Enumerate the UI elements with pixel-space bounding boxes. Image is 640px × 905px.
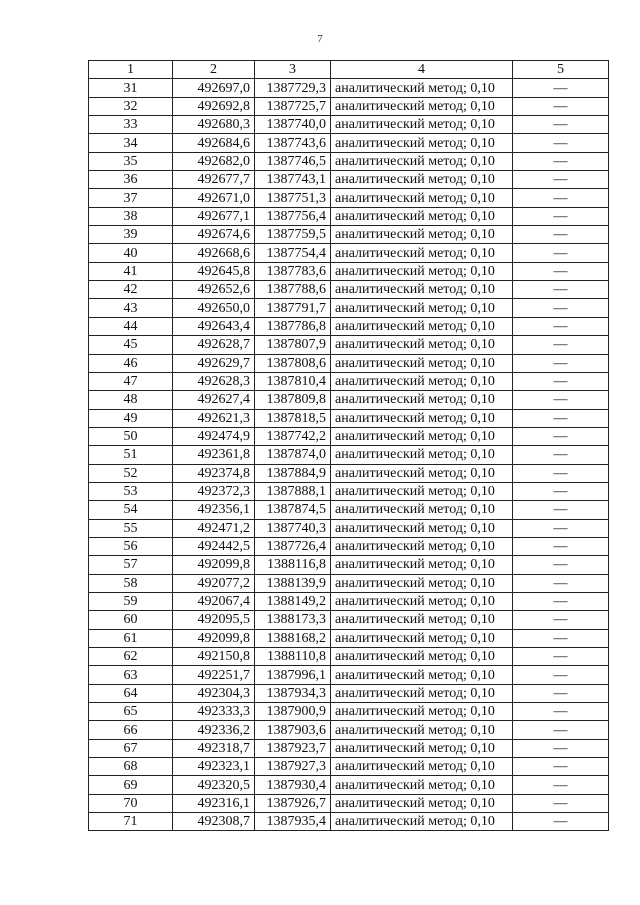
x-coordinate-cell: 492442,5 [173, 537, 255, 555]
remark-cell: — [513, 519, 609, 537]
point-number-cell: 64 [89, 684, 173, 702]
point-number-cell: 68 [89, 758, 173, 776]
y-coordinate-cell: 1387743,1 [255, 171, 331, 189]
table-row [89, 482, 609, 500]
remark-cell: — [513, 336, 609, 354]
x-coordinate-cell: 492099,8 [173, 556, 255, 574]
x-coordinate-cell: 492251,7 [173, 666, 255, 684]
method-accuracy-cell: аналитический метод; 0,10 [331, 537, 513, 555]
point-number-cell: 36 [89, 171, 173, 189]
x-coordinate-cell: 492077,2 [173, 574, 255, 592]
table-row [89, 171, 609, 189]
table-row [89, 501, 609, 519]
point-number-cell: 51 [89, 446, 173, 464]
method-accuracy-cell: аналитический метод; 0,10 [331, 666, 513, 684]
y-coordinate-cell: 1387923,7 [255, 739, 331, 757]
method-accuracy-cell: аналитический метод; 0,10 [331, 152, 513, 170]
table-row [89, 207, 609, 225]
y-coordinate-cell: 1387808,6 [255, 354, 331, 372]
remark-cell: — [513, 427, 609, 445]
x-coordinate-cell: 492308,7 [173, 813, 255, 831]
y-coordinate-cell: 1387751,3 [255, 189, 331, 207]
table-row [89, 758, 609, 776]
y-coordinate-cell: 1387743,6 [255, 134, 331, 152]
y-coordinate-cell: 1388168,2 [255, 629, 331, 647]
remark-cell: — [513, 207, 609, 225]
y-coordinate-cell: 1387926,7 [255, 794, 331, 812]
point-number-cell: 32 [89, 97, 173, 115]
point-number-cell: 48 [89, 391, 173, 409]
y-coordinate-cell: 1387759,5 [255, 226, 331, 244]
remark-cell: — [513, 317, 609, 335]
table-row [89, 409, 609, 427]
method-accuracy-cell: аналитический метод; 0,10 [331, 629, 513, 647]
x-coordinate-cell: 492336,2 [173, 721, 255, 739]
y-coordinate-cell: 1387900,9 [255, 703, 331, 721]
point-number-cell: 65 [89, 703, 173, 721]
method-accuracy-cell: аналитический метод; 0,10 [331, 372, 513, 390]
table-row [89, 134, 609, 152]
coordinates-table [88, 60, 609, 831]
method-accuracy-cell: аналитический метод; 0,10 [331, 79, 513, 97]
remark-cell: — [513, 537, 609, 555]
table-row [89, 794, 609, 812]
remark-cell: — [513, 372, 609, 390]
table-row [89, 537, 609, 555]
y-coordinate-cell: 1387809,8 [255, 391, 331, 409]
point-number-cell: 69 [89, 776, 173, 794]
remark-cell: — [513, 611, 609, 629]
column-header-1: 1 [89, 61, 173, 79]
point-number-cell: 47 [89, 372, 173, 390]
table-row [89, 519, 609, 537]
table-row [89, 629, 609, 647]
table-row [89, 703, 609, 721]
method-accuracy-cell: аналитический метод; 0,10 [331, 684, 513, 702]
remark-cell: — [513, 592, 609, 610]
point-number-cell: 52 [89, 464, 173, 482]
x-coordinate-cell: 492677,7 [173, 171, 255, 189]
x-coordinate-cell: 492374,8 [173, 464, 255, 482]
table-row [89, 152, 609, 170]
remark-cell: — [513, 721, 609, 739]
method-accuracy-cell: аналитический метод; 0,10 [331, 794, 513, 812]
y-coordinate-cell: 1387740,0 [255, 116, 331, 134]
table-row [89, 244, 609, 262]
remark-cell: — [513, 116, 609, 134]
y-coordinate-cell: 1387756,4 [255, 207, 331, 225]
point-number-cell: 39 [89, 226, 173, 244]
x-coordinate-cell: 492643,4 [173, 317, 255, 335]
point-number-cell: 35 [89, 152, 173, 170]
method-accuracy-cell: аналитический метод; 0,10 [331, 574, 513, 592]
remark-cell: — [513, 813, 609, 831]
method-accuracy-cell: аналитический метод; 0,10 [331, 354, 513, 372]
y-coordinate-cell: 1387874,5 [255, 501, 331, 519]
method-accuracy-cell: аналитический метод; 0,10 [331, 501, 513, 519]
y-coordinate-cell: 1387818,5 [255, 409, 331, 427]
remark-cell: — [513, 152, 609, 170]
method-accuracy-cell: аналитический метод; 0,10 [331, 391, 513, 409]
x-coordinate-cell: 492323,1 [173, 758, 255, 776]
remark-cell: — [513, 666, 609, 684]
point-number-cell: 50 [89, 427, 173, 445]
y-coordinate-cell: 1388110,8 [255, 648, 331, 666]
point-number-cell: 57 [89, 556, 173, 574]
y-coordinate-cell: 1387726,4 [255, 537, 331, 555]
point-number-cell: 38 [89, 207, 173, 225]
x-coordinate-cell: 492677,1 [173, 207, 255, 225]
method-accuracy-cell: аналитический метод; 0,10 [331, 703, 513, 721]
point-number-cell: 54 [89, 501, 173, 519]
remark-cell: — [513, 244, 609, 262]
y-coordinate-cell: 1387934,3 [255, 684, 331, 702]
method-accuracy-cell: аналитический метод; 0,10 [331, 171, 513, 189]
method-accuracy-cell: аналитический метод; 0,10 [331, 134, 513, 152]
method-accuracy-cell: аналитический метод; 0,10 [331, 776, 513, 794]
table-row [89, 299, 609, 317]
y-coordinate-cell: 1387807,9 [255, 336, 331, 354]
x-coordinate-cell: 492684,6 [173, 134, 255, 152]
x-coordinate-cell: 492095,5 [173, 611, 255, 629]
x-coordinate-cell: 492099,8 [173, 629, 255, 647]
point-number-cell: 42 [89, 281, 173, 299]
remark-cell: — [513, 574, 609, 592]
remark-cell: — [513, 134, 609, 152]
x-coordinate-cell: 492361,8 [173, 446, 255, 464]
remark-cell: — [513, 299, 609, 317]
x-coordinate-cell: 492697,0 [173, 79, 255, 97]
method-accuracy-cell: аналитический метод; 0,10 [331, 611, 513, 629]
y-coordinate-cell: 1387935,4 [255, 813, 331, 831]
y-coordinate-cell: 1388149,2 [255, 592, 331, 610]
remark-cell: — [513, 281, 609, 299]
y-coordinate-cell: 1387729,3 [255, 79, 331, 97]
remark-cell: — [513, 794, 609, 812]
point-number-cell: 43 [89, 299, 173, 317]
point-number-cell: 66 [89, 721, 173, 739]
y-coordinate-cell: 1387884,9 [255, 464, 331, 482]
table-row [89, 813, 609, 831]
x-coordinate-cell: 492692,8 [173, 97, 255, 115]
x-coordinate-cell: 492333,3 [173, 703, 255, 721]
table-row [89, 684, 609, 702]
method-accuracy-cell: аналитический метод; 0,10 [331, 244, 513, 262]
y-coordinate-cell: 1387927,3 [255, 758, 331, 776]
table-header-row [89, 61, 609, 79]
point-number-cell: 58 [89, 574, 173, 592]
method-accuracy-cell: аналитический метод; 0,10 [331, 189, 513, 207]
point-number-cell: 59 [89, 592, 173, 610]
table-body [89, 79, 609, 831]
table-row [89, 336, 609, 354]
point-number-cell: 41 [89, 262, 173, 280]
table-row [89, 721, 609, 739]
table-row [89, 574, 609, 592]
remark-cell: — [513, 409, 609, 427]
y-coordinate-cell: 1387903,6 [255, 721, 331, 739]
x-coordinate-cell: 492668,6 [173, 244, 255, 262]
y-coordinate-cell: 1388173,3 [255, 611, 331, 629]
point-number-cell: 63 [89, 666, 173, 684]
table-row [89, 262, 609, 280]
point-number-cell: 61 [89, 629, 173, 647]
point-number-cell: 53 [89, 482, 173, 500]
column-header-5: 5 [513, 61, 609, 79]
table-row [89, 79, 609, 97]
remark-cell: — [513, 629, 609, 647]
y-coordinate-cell: 1387788,6 [255, 281, 331, 299]
x-coordinate-cell: 492627,4 [173, 391, 255, 409]
table-row [89, 776, 609, 794]
table-row [89, 592, 609, 610]
method-accuracy-cell: аналитический метод; 0,10 [331, 116, 513, 134]
x-coordinate-cell: 492372,3 [173, 482, 255, 500]
x-coordinate-cell: 492471,2 [173, 519, 255, 537]
method-accuracy-cell: аналитический метод; 0,10 [331, 592, 513, 610]
table-row [89, 317, 609, 335]
remark-cell: — [513, 446, 609, 464]
remark-cell: — [513, 501, 609, 519]
point-number-cell: 70 [89, 794, 173, 812]
table-row [89, 427, 609, 445]
method-accuracy-cell: аналитический метод; 0,10 [331, 739, 513, 757]
remark-cell: — [513, 739, 609, 757]
remark-cell: — [513, 556, 609, 574]
x-coordinate-cell: 492682,0 [173, 152, 255, 170]
x-coordinate-cell: 492150,8 [173, 648, 255, 666]
method-accuracy-cell: аналитический метод; 0,10 [331, 446, 513, 464]
remark-cell: — [513, 79, 609, 97]
method-accuracy-cell: аналитический метод; 0,10 [331, 317, 513, 335]
remark-cell: — [513, 171, 609, 189]
remark-cell: — [513, 703, 609, 721]
table-row [89, 281, 609, 299]
point-number-cell: 56 [89, 537, 173, 555]
remark-cell: — [513, 391, 609, 409]
y-coordinate-cell: 1387874,0 [255, 446, 331, 464]
x-coordinate-cell: 492674,6 [173, 226, 255, 244]
x-coordinate-cell: 492621,3 [173, 409, 255, 427]
x-coordinate-cell: 492629,7 [173, 354, 255, 372]
x-coordinate-cell: 492671,0 [173, 189, 255, 207]
table-row [89, 556, 609, 574]
x-coordinate-cell: 492650,0 [173, 299, 255, 317]
x-coordinate-cell: 492645,8 [173, 262, 255, 280]
method-accuracy-cell: аналитический метод; 0,10 [331, 207, 513, 225]
method-accuracy-cell: аналитический метод; 0,10 [331, 519, 513, 537]
point-number-cell: 40 [89, 244, 173, 262]
y-coordinate-cell: 1387888,1 [255, 482, 331, 500]
y-coordinate-cell: 1387786,8 [255, 317, 331, 335]
point-number-cell: 62 [89, 648, 173, 666]
point-number-cell: 31 [89, 79, 173, 97]
table-row [89, 372, 609, 390]
remark-cell: — [513, 482, 609, 500]
y-coordinate-cell: 1387930,4 [255, 776, 331, 794]
method-accuracy-cell: аналитический метод; 0,10 [331, 721, 513, 739]
y-coordinate-cell: 1387746,5 [255, 152, 331, 170]
method-accuracy-cell: аналитический метод; 0,10 [331, 336, 513, 354]
method-accuracy-cell: аналитический метод; 0,10 [331, 758, 513, 776]
table-row [89, 189, 609, 207]
point-number-cell: 67 [89, 739, 173, 757]
method-accuracy-cell: аналитический метод; 0,10 [331, 262, 513, 280]
method-accuracy-cell: аналитический метод; 0,10 [331, 226, 513, 244]
method-accuracy-cell: аналитический метод; 0,10 [331, 464, 513, 482]
point-number-cell: 55 [89, 519, 173, 537]
remark-cell: — [513, 97, 609, 115]
method-accuracy-cell: аналитический метод; 0,10 [331, 427, 513, 445]
method-accuracy-cell: аналитический метод; 0,10 [331, 299, 513, 317]
x-coordinate-cell: 492356,1 [173, 501, 255, 519]
table-row [89, 354, 609, 372]
method-accuracy-cell: аналитический метод; 0,10 [331, 281, 513, 299]
x-coordinate-cell: 492474,9 [173, 427, 255, 445]
y-coordinate-cell: 1387791,7 [255, 299, 331, 317]
y-coordinate-cell: 1388139,9 [255, 574, 331, 592]
remark-cell: — [513, 189, 609, 207]
remark-cell: — [513, 684, 609, 702]
x-coordinate-cell: 492652,6 [173, 281, 255, 299]
table-row [89, 97, 609, 115]
remark-cell: — [513, 776, 609, 794]
point-number-cell: 71 [89, 813, 173, 831]
remark-cell: — [513, 262, 609, 280]
table-row [89, 648, 609, 666]
y-coordinate-cell: 1387740,3 [255, 519, 331, 537]
remark-cell: — [513, 648, 609, 666]
y-coordinate-cell: 1387996,1 [255, 666, 331, 684]
x-coordinate-cell: 492316,1 [173, 794, 255, 812]
y-coordinate-cell: 1387754,4 [255, 244, 331, 262]
point-number-cell: 44 [89, 317, 173, 335]
column-header-4: 4 [331, 61, 513, 79]
point-number-cell: 49 [89, 409, 173, 427]
point-number-cell: 34 [89, 134, 173, 152]
method-accuracy-cell: аналитический метод; 0,10 [331, 482, 513, 500]
column-header-3: 3 [255, 61, 331, 79]
point-number-cell: 37 [89, 189, 173, 207]
method-accuracy-cell: аналитический метод; 0,10 [331, 556, 513, 574]
point-number-cell: 60 [89, 611, 173, 629]
table-row [89, 464, 609, 482]
column-header-2: 2 [173, 61, 255, 79]
remark-cell: — [513, 464, 609, 482]
method-accuracy-cell: аналитический метод; 0,10 [331, 813, 513, 831]
table-row [89, 116, 609, 134]
point-number-cell: 46 [89, 354, 173, 372]
x-coordinate-cell: 492628,3 [173, 372, 255, 390]
table-row [89, 446, 609, 464]
remark-cell: — [513, 758, 609, 776]
y-coordinate-cell: 1387810,4 [255, 372, 331, 390]
table-row [89, 739, 609, 757]
y-coordinate-cell: 1387725,7 [255, 97, 331, 115]
remark-cell: — [513, 226, 609, 244]
remark-cell: — [513, 354, 609, 372]
page-number: 7 [317, 33, 323, 45]
y-coordinate-cell: 1387783,6 [255, 262, 331, 280]
y-coordinate-cell: 1387742,2 [255, 427, 331, 445]
method-accuracy-cell: аналитический метод; 0,10 [331, 97, 513, 115]
table-row [89, 666, 609, 684]
table-row [89, 391, 609, 409]
table-row [89, 226, 609, 244]
x-coordinate-cell: 492067,4 [173, 592, 255, 610]
x-coordinate-cell: 492680,3 [173, 116, 255, 134]
x-coordinate-cell: 492320,5 [173, 776, 255, 794]
x-coordinate-cell: 492304,3 [173, 684, 255, 702]
point-number-cell: 33 [89, 116, 173, 134]
x-coordinate-cell: 492628,7 [173, 336, 255, 354]
y-coordinate-cell: 1388116,8 [255, 556, 331, 574]
table-row [89, 611, 609, 629]
x-coordinate-cell: 492318,7 [173, 739, 255, 757]
method-accuracy-cell: аналитический метод; 0,10 [331, 409, 513, 427]
method-accuracy-cell: аналитический метод; 0,10 [331, 648, 513, 666]
point-number-cell: 45 [89, 336, 173, 354]
